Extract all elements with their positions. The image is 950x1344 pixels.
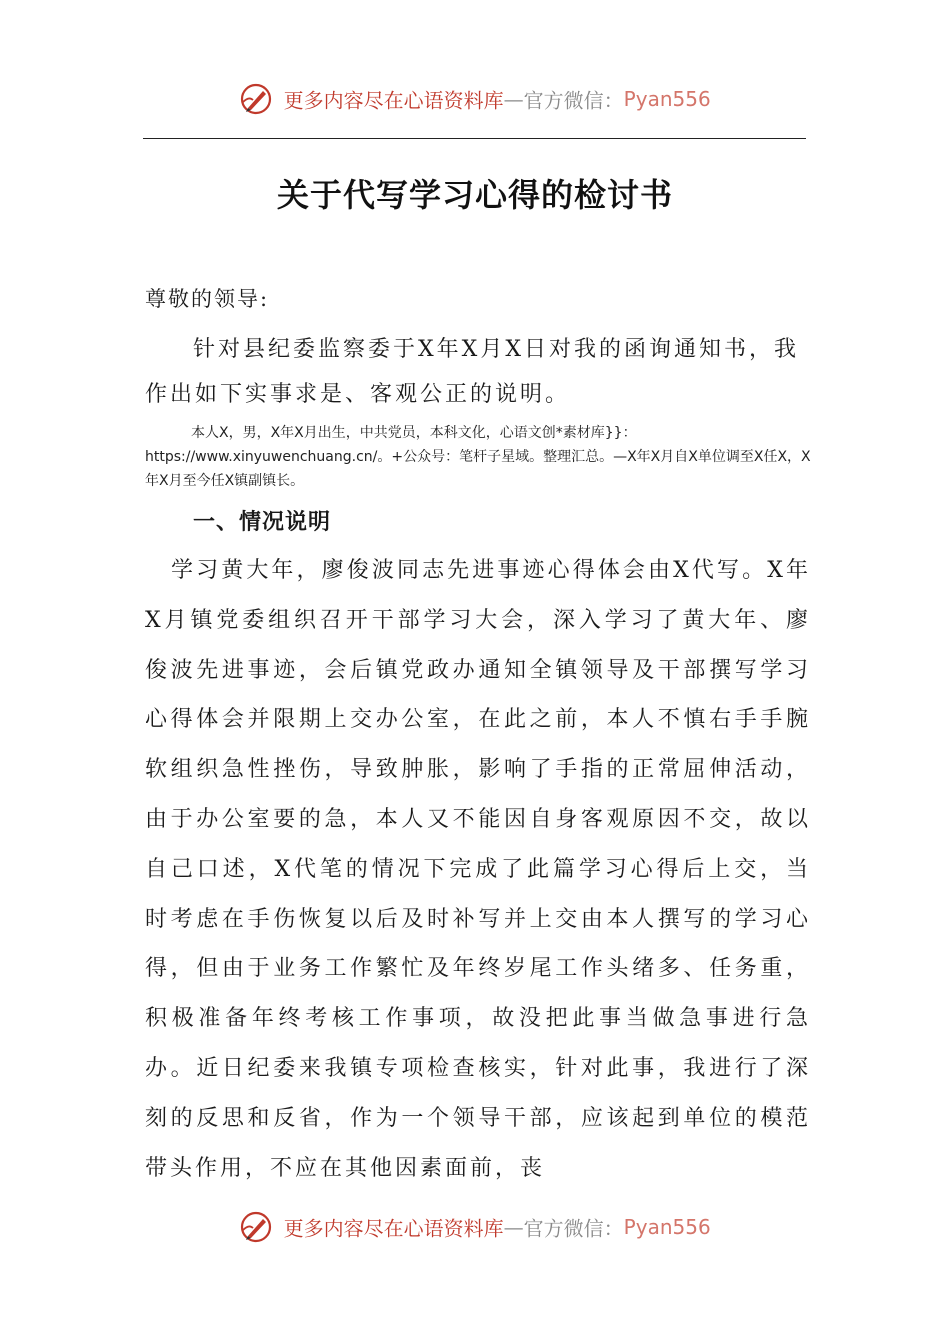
watermark-label: 官方微信： — [523, 88, 624, 113]
watermark-wechat-id: Pyan556 — [623, 1215, 711, 1239]
salutation: 尊敬的领导: — [145, 287, 270, 311]
pen-logo-icon — [239, 82, 273, 116]
personal-info-note — [145, 421, 813, 493]
watermark-separator: — — [503, 1215, 524, 1239]
intro-text: 针对县纪委监察委于X年X月X日对我的函询通知书，我作出如下实事求是、客观公正的说明。 — [145, 337, 799, 407]
watermark-wechat-id: Pyan556 — [623, 87, 711, 111]
header-divider — [143, 138, 806, 139]
header-watermark — [0, 82, 950, 116]
watermark-label: 官方微信： — [523, 1216, 624, 1241]
body-paragraph — [145, 546, 811, 1193]
footer-watermark — [0, 1210, 950, 1244]
intro-paragraph — [145, 327, 815, 417]
body-text: 学习黄大年，廖俊波同志先进事迹心得体会由X代写。X年X月镇党委组织召开干部学习大会，深入学习了黄大年、廖俊波先进事迹，会后镇党政办通知全镇领导及干部撰写学习心得体会并限期上交办公室，在此之前，本人不慎右手手腕软组织急性挫伤，导致肿胀，影响了手指的正常屈伸活动，由于办公室要的急，本人又不能因自身客观原因不交，故以自己口述，X代笔的情况下完成了此篇学习心得后上交，当时考虑在手伤恢复以后及时补写并上交由本人撰写的学习心得，但由于业务工作繁忙及年终岁尾工作头绪多、任务重，积极准备年终考核工作事项，故没把此事当做急事进行急办。近日纪委来我镇专项检查核实，针对此事，我进行了深刻的反思和反省，作为一个领导干部，应该起到单位的模范带头作用，不应在其他因素面前，丧 — [145, 558, 811, 1181]
personal-info-text: 本人X，男，X年X月出生，中共党员，本科文化，心语文创*素材库}}：https://www.xinyuwenchuang.cn/。+公众号：笔杆子星域。整理汇总。—X年X月自X单位调至X任X，X年X月至今任X镇副镇长。 — [145, 425, 811, 489]
watermark-text: 更多内容尽在心语资料库 — [283, 88, 504, 113]
watermark-text: 更多内容尽在心语资料库 — [283, 1216, 504, 1241]
pen-logo-icon — [239, 1210, 273, 1244]
document-title: 关于代写学习心得的检讨书 — [276, 176, 673, 214]
watermark-separator: — — [503, 87, 524, 111]
section-heading: 一、情况说明 — [193, 510, 332, 535]
